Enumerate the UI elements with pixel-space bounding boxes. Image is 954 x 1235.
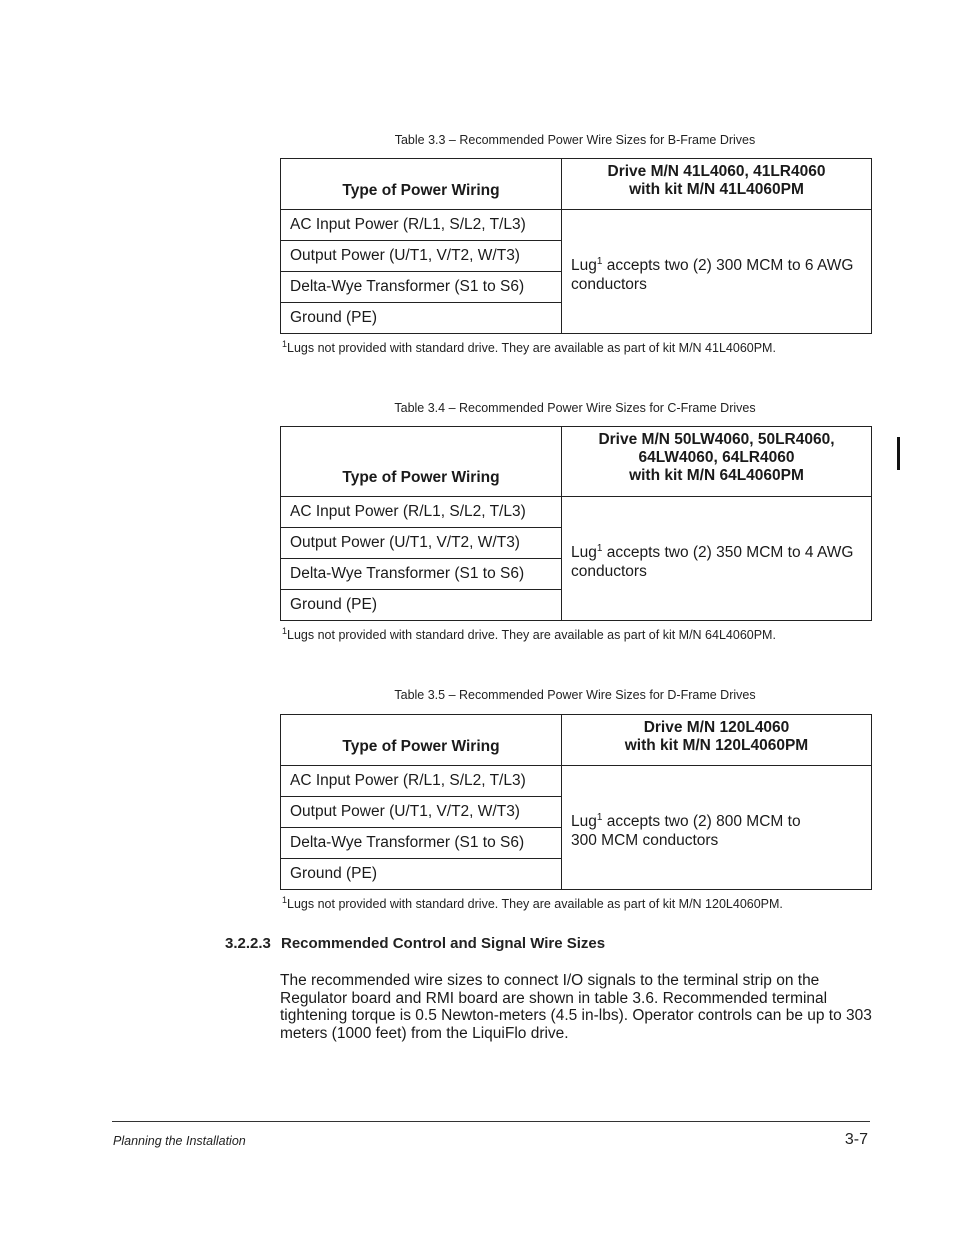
section-body: The recommended wire sizes to connect I/O signals to the terminal strip on the Regulator board and RMI board are shown in table 3.6. Recommended terminal tightening torque is 0.5 Newton-meters (4.5 in-lbs). Operator controls can be up to 303 meters (1000 feet) from the LiquiFlo drive. <box>280 972 872 1042</box>
section-heading <box>225 935 605 952</box>
lug-spec-cell: Lug$^1$ accepts two (2) 300 MCM to 6 AWG conductors <box>562 210 872 334</box>
table-footnote: $^1$Lugs not provided with standard drive. They are available as part of kit M/N 41L4060PM. <box>282 338 776 355</box>
table-caption: Table 3.4 – Recommended Power Wire Sizes for C-Frame Drives <box>394 401 756 415</box>
column-header-drive: Drive M/N 120L4060 with kit M/N 120L4060PM <box>562 715 872 766</box>
lug-spec-cell: Lug$^1$ accepts two (2) 350 MCM to 4 AWG conductors <box>562 497 872 621</box>
section-title: Recommended Control and Signal Wire Sizes <box>281 935 606 952</box>
table-cell: Delta-Wye Transformer (S1 to S6) <box>281 828 562 859</box>
table-cell: AC Input Power (R/L1, S/L2, T/L3) <box>281 766 562 797</box>
table-cell: Ground (PE) <box>281 859 562 890</box>
column-header-type: Type of Power Wiring <box>281 159 562 210</box>
revision-change-bar <box>897 437 900 470</box>
table-footnote: $^1$Lugs not provided with standard drive. They are available as part of kit M/N 64L4060PM. <box>282 625 776 642</box>
table-cell: AC Input Power (R/L1, S/L2, T/L3) <box>281 210 562 241</box>
column-header-type: Type of Power Wiring <box>281 427 562 497</box>
table-cell: Delta-Wye Transformer (S1 to S6) <box>281 559 562 590</box>
power-wire-table-c-frame <box>280 426 872 621</box>
column-header-drive: Drive M/N 41L4060, 41LR4060 with kit M/N 41L4060PM <box>562 159 872 210</box>
table-cell: Output Power (U/T1, V/T2, W/T3) <box>281 797 562 828</box>
column-header-type: Type of Power Wiring <box>281 715 562 766</box>
table-cell: Ground (PE) <box>281 303 562 334</box>
table-footnote: $^1$Lugs not provided with standard drive. They are available as part of kit M/N 120L4060PM. <box>282 894 783 911</box>
section-number: 3.2.2.3 <box>225 935 271 952</box>
footer-rule <box>112 1121 870 1122</box>
table-cell: AC Input Power (R/L1, S/L2, T/L3) <box>281 497 562 528</box>
footer-chapter-title: Planning the Installation <box>113 1134 246 1148</box>
lug-spec-cell: Lug$^1$ accepts two (2) 800 MCM to 300 MCM conductors <box>562 766 872 890</box>
column-header-drive: Drive M/N 50LW4060, 50LR4060, 64LW4060, 64LR4060 with kit M/N 64L4060PM <box>562 427 872 497</box>
page-number: 3-7 <box>844 1131 868 1148</box>
table-caption: Table 3.3 – Recommended Power Wire Sizes for B-Frame Drives <box>394 133 756 147</box>
table-cell: Ground (PE) <box>281 590 562 621</box>
table-caption: Table 3.5 – Recommended Power Wire Sizes for D-Frame Drives <box>394 688 756 702</box>
table-cell: Output Power (U/T1, V/T2, W/T3) <box>281 528 562 559</box>
table-cell: Delta-Wye Transformer (S1 to S6) <box>281 272 562 303</box>
power-wire-table-b-frame <box>280 158 872 334</box>
power-wire-table-d-frame <box>280 714 872 890</box>
table-cell: Output Power (U/T1, V/T2, W/T3) <box>281 241 562 272</box>
